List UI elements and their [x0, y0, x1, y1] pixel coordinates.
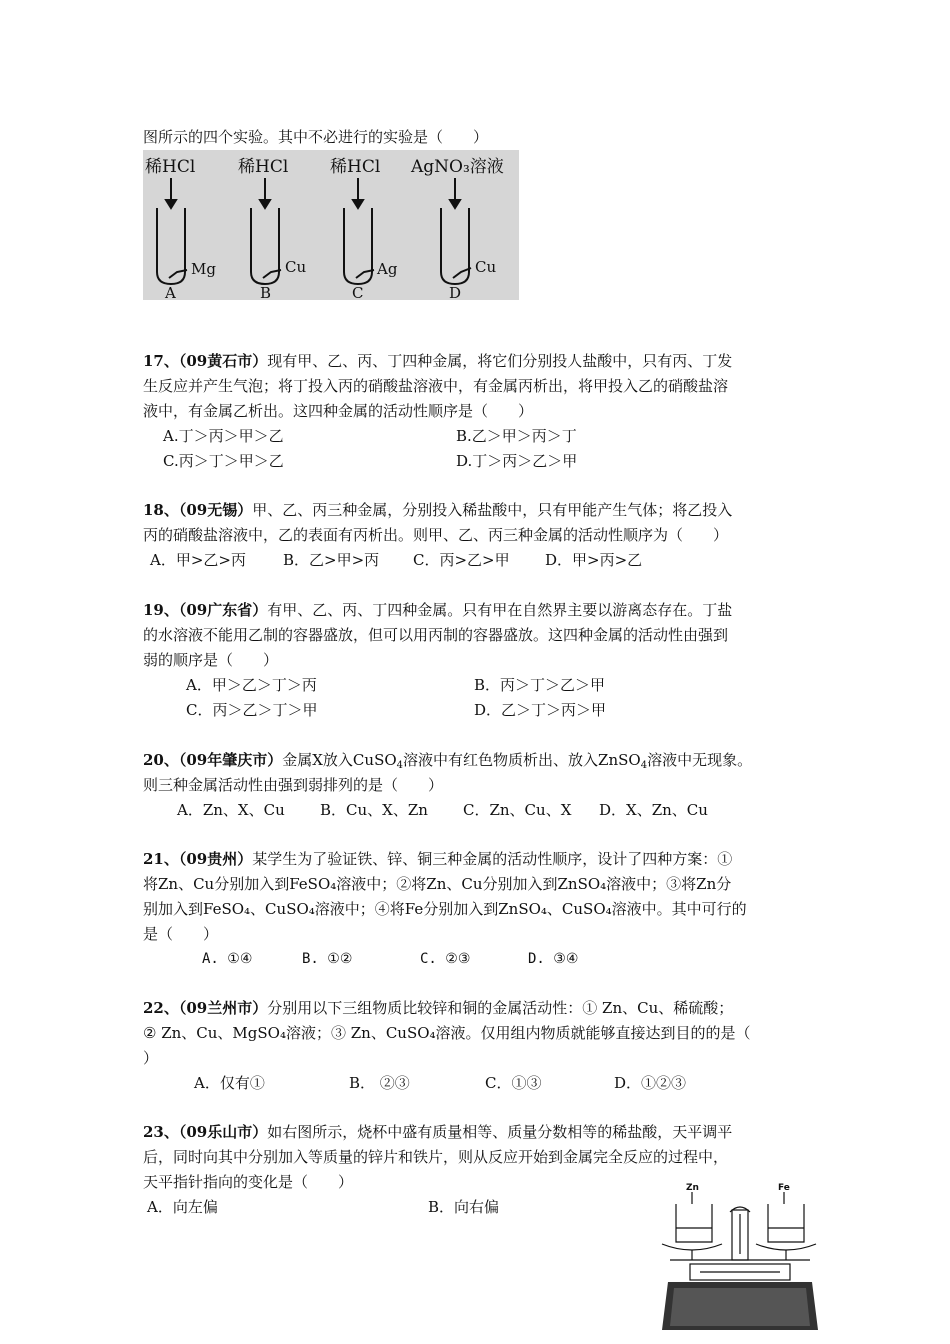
- reagent-label-a: 稀HCl: [145, 157, 196, 177]
- balance-base-inner: [670, 1288, 810, 1326]
- question-22-text-1: 分别用以下三组物质比较锌和铜的金属活动性：① Zn、Cu、稀硫酸；: [267, 999, 734, 1017]
- test-tubes-figure: [143, 150, 519, 300]
- beaker-right: [768, 1204, 804, 1242]
- question-20-subscript-2: 4: [640, 760, 648, 771]
- metal-label-b: Cu: [285, 258, 307, 276]
- question-22-number: 22、（09兰州市）: [143, 999, 268, 1017]
- tube-letter-a: A: [165, 284, 176, 300]
- question-17-option-c: C.丙＞丁＞甲＞乙: [163, 452, 284, 470]
- metal-label-c: Ag: [377, 260, 398, 278]
- question-21-line-4: 是（ ）: [143, 925, 219, 943]
- tube-letter-d: D: [449, 284, 462, 300]
- question-23-line-1: [143, 1121, 732, 1143]
- tube-letter-b: B: [260, 284, 272, 300]
- question-20-text-1c: 溶液中无现象。: [647, 751, 753, 769]
- tube-letter-c: C: [352, 284, 364, 300]
- question-22-option-d: D．①②③: [614, 1074, 687, 1092]
- question-19-text-1: 有甲、乙、丙、丁四种金属。只有甲在自然界主要以游离态存在。丁盐: [267, 601, 733, 619]
- question-20-line-2: 则三种金属活动性由强到弱排列的是（ ）: [143, 776, 444, 794]
- question-20-option-c: C．Zn、Cu、X: [463, 801, 572, 819]
- question-23-option-b: B．向右偏: [428, 1198, 500, 1216]
- question-20-option-a: A．Zn、X、Cu: [177, 801, 285, 819]
- question-17-number: 17、（09黄石市）: [143, 352, 268, 370]
- intro-text: 图所示的四个实验。其中不必进行的实验是（ ）: [143, 128, 489, 146]
- question-23-number: 23、（09乐山市）: [143, 1123, 268, 1141]
- reagent-label-b: 稀HCl: [238, 157, 289, 177]
- question-20-subscript-1: 4: [396, 760, 404, 771]
- question-20-number: 20、（09年肇庆市）: [143, 751, 283, 769]
- question-23-option-a: A．向左偏: [147, 1198, 218, 1216]
- question-22-line-3: ）: [143, 1049, 159, 1067]
- question-20-text-1a: 金属X放入CuSO: [282, 751, 397, 769]
- question-19-option-d: D．乙＞丁＞丙＞甲: [474, 701, 607, 719]
- question-22-option-b: B． ②③: [349, 1074, 410, 1092]
- balance-label-fe: Fe: [778, 1183, 790, 1193]
- question-21-number: 21、（09贵州）: [143, 850, 253, 868]
- question-17-line-1: [143, 350, 732, 372]
- question-19-line-3: 弱的顺序是（ ）: [143, 651, 279, 669]
- metal-label-a: Mg: [191, 260, 216, 278]
- question-17-option-b: B.乙＞甲＞丙＞丁: [456, 427, 577, 445]
- balance-illustration: [660, 1180, 820, 1330]
- question-21-option-a: A. ①④: [202, 951, 253, 967]
- pan-right: [756, 1244, 816, 1250]
- question-17-line-3: 液中，有金属乙析出。这四种金属的活动性顺序是（ ）: [143, 402, 534, 420]
- question-18-line-2: 丙的硝酸盐溶液中，乙的表面有丙析出。则甲、乙、丙三种金属的活动性顺序为（ ）: [143, 526, 729, 544]
- question-19-option-c: C．丙＞乙＞丁＞甲: [186, 701, 318, 719]
- question-23-line-3: 天平指针指向的变化是（ ）: [143, 1173, 354, 1191]
- question-19-line-2: 的水溶液不能用乙制的容器盛放，但可以用丙制的容器盛放。这四种金属的活动性由强到: [143, 626, 729, 644]
- test-tubes-illustration: [143, 150, 519, 300]
- balance-label-zn: Zn: [686, 1183, 699, 1193]
- question-18-option-a: A．甲>乙>丙: [150, 551, 246, 569]
- question-22-line-2: ② Zn、Cu、MgSO₄溶液；③ Zn、CuSO₄溶液。仅用组内物质就能够直接达到目的的是（: [143, 1024, 751, 1042]
- question-21-line-2: 将Zn、Cu分别加入到FeSO₄溶液中；②将Zn、Cu分别加入到ZnSO₄溶液中；③将Zn分: [143, 875, 732, 893]
- beaker-left: [676, 1204, 712, 1242]
- question-23-text-1: 如右图所示，烧杯中盛有质量相等、质量分数相等的稀盐酸，天平调平: [267, 1123, 733, 1141]
- question-23-line-2: 后，同时向其中分别加入等质量的锌片和铁片，则从反应开始到金属完全反应的过程中，: [143, 1148, 729, 1166]
- question-17-text-1: 现有甲、乙、丙、丁四种金属，将它们分别投人盐酸中，只有丙、丁发: [267, 352, 733, 370]
- question-18-number: 18、（09无锡）: [143, 501, 253, 519]
- question-17-line-2: 生反应并产生气泡；将丁投入丙的硝酸盐溶液中，有金属丙析出，将甲投入乙的硝酸盐溶: [143, 377, 729, 395]
- question-21-option-d: D. ③④: [528, 951, 579, 967]
- reagent-label-d: AgNO₃溶液: [411, 157, 504, 177]
- question-18-line-1: [143, 499, 732, 521]
- question-18-option-c: C．丙>乙>甲: [413, 551, 510, 569]
- question-21-line-3: 别加入到FeSO₄、CuSO₄溶液中；④将Fe分别加入到ZnSO₄、CuSO₄溶液中。其中可行的: [143, 900, 747, 918]
- question-19-option-b: B．丙＞丁＞乙＞甲: [474, 676, 606, 694]
- question-20-option-b: B．Cu、X、Zn: [320, 801, 428, 819]
- question-21-option-c: C. ②③: [420, 951, 471, 967]
- question-22-option-a: A．仅有①: [194, 1074, 265, 1092]
- reagent-label-c: 稀HCl: [330, 157, 381, 177]
- question-21-line-1: [143, 848, 732, 870]
- question-22-line-1: [143, 997, 733, 1019]
- pan-left: [662, 1244, 722, 1250]
- question-18-option-b: B．乙>甲>丙: [283, 551, 380, 569]
- question-18-option-d: D．甲>丙>乙: [545, 551, 643, 569]
- question-17-option-a: A.丁＞丙＞甲＞乙: [163, 427, 284, 445]
- question-21-option-b: B. ①②: [302, 951, 353, 967]
- question-19-number: 19、（09广东省）: [143, 601, 268, 619]
- question-20-line-1: [143, 749, 752, 777]
- question-19-line-1: [143, 599, 732, 621]
- question-22-option-c: C．①③: [485, 1074, 542, 1092]
- question-18-text-1: 甲、乙、丙三种金属，分别投入稀盐酸中，只有甲能产生气体；将乙投入: [252, 501, 733, 519]
- metal-label-d: Cu: [475, 258, 497, 276]
- question-21-text-1: 某学生为了验证铁、锌、铜三种金属的活动性顺序，设计了四种方案：①: [252, 850, 733, 868]
- question-20-text-1b: 溶液中有红色物质析出、放入ZnSO: [403, 751, 641, 769]
- question-19-option-a: A．甲＞乙＞丁＞丙: [186, 676, 317, 694]
- balance-figure: [660, 1180, 820, 1330]
- question-17-option-d: D.丁＞丙＞乙＞甲: [456, 452, 578, 470]
- question-20-option-d: D．X、Zn、Cu: [599, 801, 708, 819]
